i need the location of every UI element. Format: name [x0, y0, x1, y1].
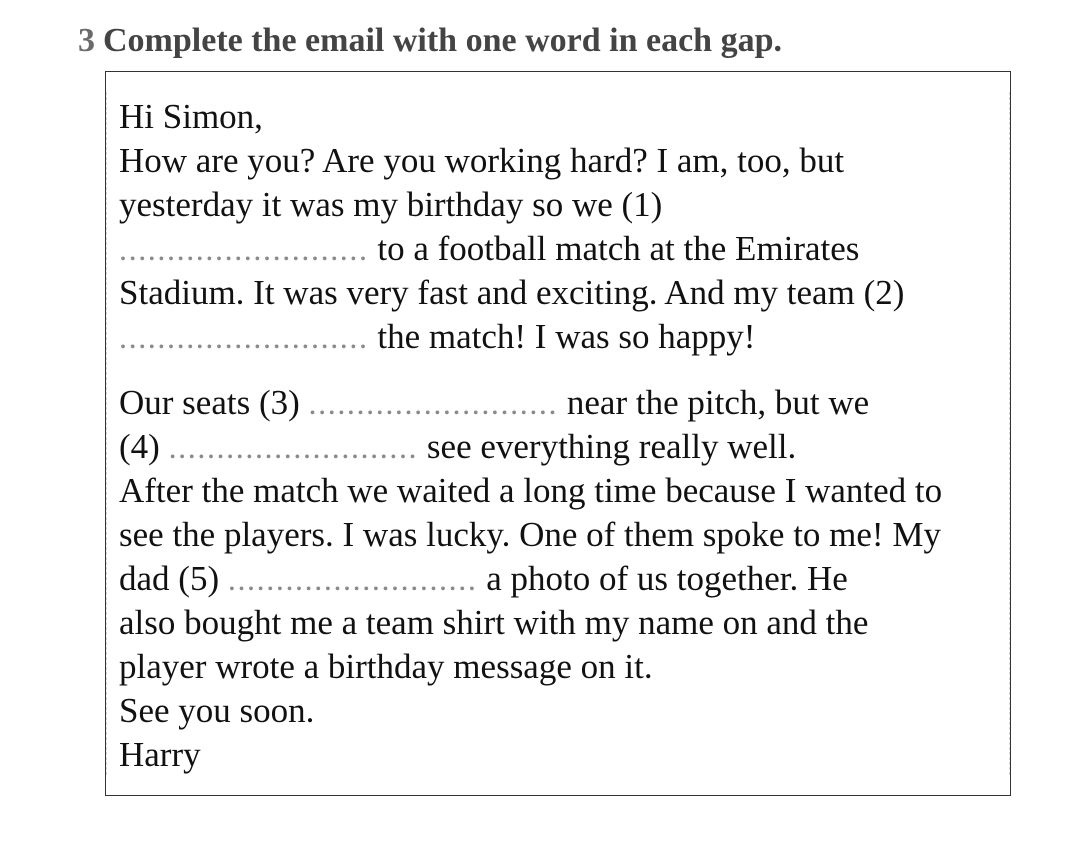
email-body	[119, 95, 1002, 777]
email-text: dad (5)	[119, 559, 228, 598]
email-signature: Harry	[119, 735, 201, 774]
email-line: also bought me a team shirt with my name on and the	[119, 603, 869, 642]
gap-5[interactable]: ..........................	[227, 561, 478, 597]
email-text: the match! I was so happy!	[368, 317, 756, 356]
email-line	[119, 425, 1002, 469]
email-line: player wrote a birthday message on it.	[119, 647, 653, 686]
email-line	[119, 381, 1002, 425]
email-text: (4)	[119, 427, 169, 466]
email-line	[119, 227, 1002, 271]
email-text: Our seats (3)	[119, 383, 309, 422]
email-line: How are you? Are you working hard? I am, too, but	[119, 141, 845, 180]
email-text: a photo of us together. He	[477, 559, 848, 598]
email-text: to a football match at the Emirates	[368, 229, 860, 268]
gap-4[interactable]: ..........................	[168, 429, 419, 465]
email-line: see the players. I was lucky. One of them spoke to me! My	[119, 515, 941, 554]
gap-2[interactable]: ..........................	[119, 319, 369, 355]
paragraph-break	[119, 359, 1002, 381]
gap-3[interactable]: ..........................	[308, 385, 559, 421]
email-line	[119, 315, 1002, 359]
exercise-instruction: Complete the email with one word in each gap.	[103, 22, 783, 59]
cropped-text-fragment	[150, 0, 190, 2]
exercise-number: 3	[78, 22, 95, 59]
email-text: near the pitch, but we	[558, 383, 870, 422]
email-box	[105, 71, 1011, 796]
email-line: After the match we waited a long time because I wanted to	[119, 471, 943, 510]
email-signoff: See you soon.	[119, 691, 315, 730]
email-text: see everything really well.	[418, 427, 797, 466]
gap-1[interactable]: ..........................	[119, 231, 369, 267]
email-line: Stadium. It was very fast and exciting. And my team (2)	[119, 273, 905, 312]
email-line: yesterday it was my birthday so we (1)	[119, 185, 663, 224]
email-greeting: Hi Simon,	[119, 97, 263, 136]
email-line	[119, 557, 1002, 601]
exercise-heading	[78, 20, 782, 62]
